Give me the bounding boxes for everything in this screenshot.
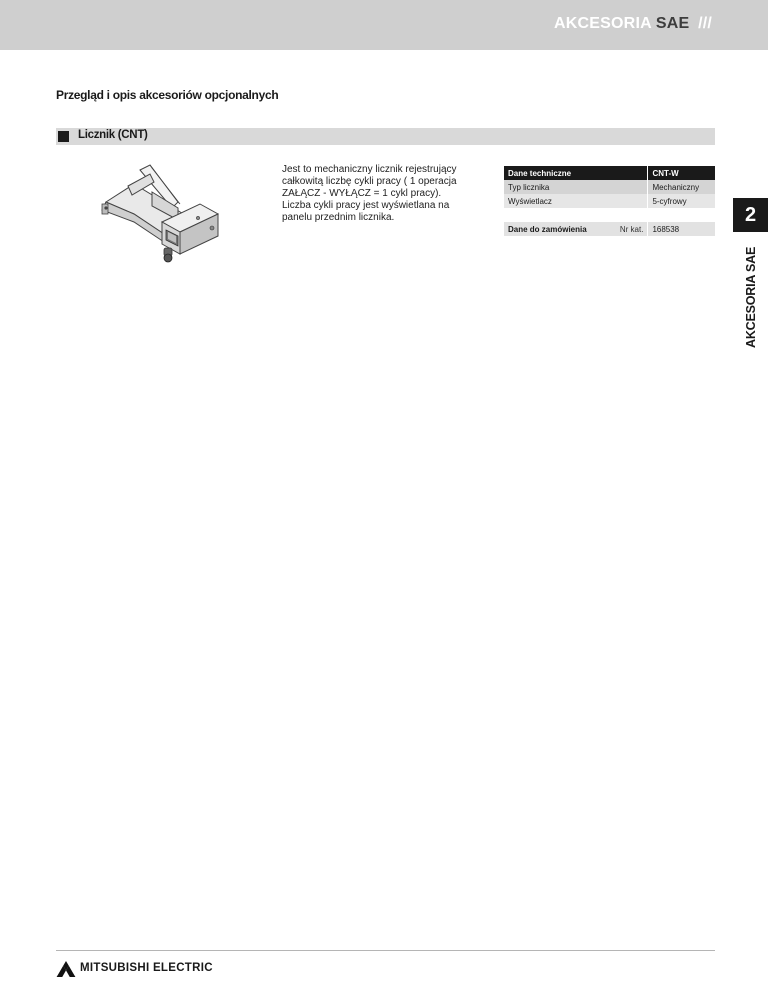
order-number: 168538 (647, 222, 715, 236)
order-label: Dane do zamówienia (504, 222, 609, 236)
spec-label: Typ licznika (504, 180, 647, 194)
order-nr-label: Nr kat. (609, 222, 647, 236)
header-title-dark: SAE (655, 15, 690, 32)
specs-table (504, 166, 715, 236)
spec-value: Mechaniczny (647, 180, 715, 194)
table-row (504, 180, 715, 194)
header-title-light: AKCESORIA (554, 15, 652, 32)
spec-value: 5-cyfrowy (647, 194, 715, 208)
header-title-slashes: /// (698, 15, 712, 32)
description-paragraph-1: Jest to mechaniczny licznik rejestrujący całkowitą liczbę cykli pracy ( 1 operacja ZAŁĄCZ - WYŁĄCZ = 1 cykl pracy). (282, 164, 457, 199)
subsection-title: Licznik (CNT) (78, 129, 148, 141)
specs-header-left: Dane techniczne (504, 166, 647, 180)
table-row (504, 194, 715, 208)
specs-header-right: CNT-W (647, 166, 715, 180)
section-heading: Przegląd i opis akcesoriów opcjonalnych (56, 88, 279, 102)
mitsubishi-logo-icon (56, 961, 76, 977)
description (282, 164, 482, 224)
counter-product-image (94, 162, 239, 272)
subsection-bar (56, 128, 715, 145)
table-gap (504, 208, 715, 222)
spec-label: Wyświetlacz (504, 194, 647, 208)
brand-name: MITSUBISHI ELECTRIC (80, 962, 213, 974)
side-chapter-label: AKCESORIA SAE (744, 246, 758, 348)
bullet-square-icon (58, 131, 69, 142)
specs-header-row (504, 166, 715, 180)
header-title (554, 15, 712, 33)
chapter-number-tab: 2 (733, 198, 768, 232)
description-paragraph-2: Liczba cykli pracy jest wyświetlana na panelu przednim licznika. (282, 200, 450, 223)
footer-divider (56, 950, 715, 951)
order-row (504, 222, 715, 236)
header-band (0, 0, 768, 50)
